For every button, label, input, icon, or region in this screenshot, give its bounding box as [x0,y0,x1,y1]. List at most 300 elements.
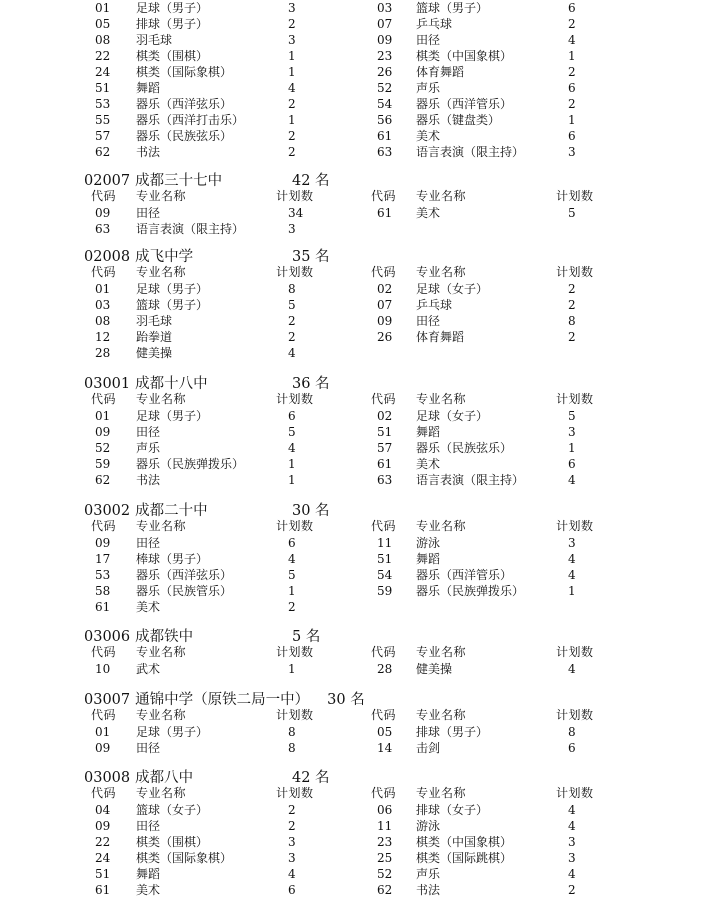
table-row [0,834,719,850]
plan-count: 3 [288,222,296,236]
school-plan-total: 5 名 [292,629,321,645]
major-name: 棋类（中国象棋） [416,835,513,849]
plan-count: 3 [568,536,576,550]
major-name: 击剑 [416,741,441,755]
major-name: 足球（男子） [136,282,209,296]
plan-count: 2 [568,17,576,31]
column-header-name: 专业名称 [416,265,467,279]
plan-count: 8 [288,282,296,296]
major-name: 器乐（西洋弦乐） [136,568,233,582]
plan-count: 2 [288,803,296,817]
school-plan-total: 30 名 [292,503,330,519]
major-code: 52 [377,81,393,95]
major-code: 08 [95,314,111,328]
major-code: 63 [95,222,111,236]
major-name: 足球（男子） [136,725,209,739]
major-name: 语言表演（限主持） [136,222,245,236]
plan-count: 3 [568,851,576,865]
major-code: 17 [95,552,111,566]
column-header-name: 专业名称 [416,392,467,406]
table-row [0,205,719,221]
major-name: 棋类（围棋） [136,835,209,849]
major-code: 09 [95,741,111,755]
table-row [0,599,719,615]
school-code: 02007 [84,173,131,189]
column-header-row [0,707,719,723]
major-code: 22 [95,49,111,63]
plan-count: 4 [288,81,296,95]
major-name: 羽毛球 [136,33,173,47]
column-header-row [0,264,719,280]
table-row [0,740,719,756]
major-name: 足球（男子） [136,1,209,15]
plan-count: 2 [288,314,296,328]
plan-count: 2 [568,330,576,344]
plan-count: 2 [568,97,576,111]
school-plan-total: 42 名 [292,173,330,189]
school-name: 成都十八中 [135,376,208,392]
plan-count: 4 [568,803,576,817]
major-name: 书法 [136,145,161,159]
major-name: 足球（男子） [136,409,209,423]
column-header-code: 代码 [371,392,397,406]
plan-count: 4 [568,568,576,582]
table-row [0,221,719,237]
major-name: 田径 [136,819,161,833]
table-row [0,48,719,64]
major-name: 器乐（西洋管乐） [416,97,513,111]
plan-count: 5 [568,409,576,423]
major-name: 篮球（男子） [416,1,489,15]
column-header-name: 专业名称 [136,265,187,279]
plan-count: 2 [288,17,296,31]
school-code: 03001 [84,376,131,392]
column-header-plan: 计划数 [556,786,594,800]
major-name: 美术 [416,206,441,220]
column-header-plan: 计划数 [556,708,594,722]
major-name: 棋类（围棋） [136,49,209,63]
major-code: 05 [377,725,393,739]
major-name: 器乐（民族弹拨乐） [136,457,245,471]
column-header-plan: 计划数 [556,392,594,406]
plan-count: 2 [568,282,576,296]
school-plan-total: 35 名 [292,249,330,265]
major-code: 01 [95,725,111,739]
plan-count: 2 [568,65,576,79]
major-code: 61 [95,883,111,897]
plan-count: 3 [288,835,296,849]
plan-count: 6 [568,457,576,471]
column-header-plan: 计划数 [556,519,594,533]
plan-count: 1 [288,65,296,79]
major-name: 舞蹈 [136,867,161,881]
plan-count: 1 [288,457,296,471]
column-header-code: 代码 [91,392,117,406]
column-header-plan: 计划数 [556,265,594,279]
plan-count: 1 [568,113,576,127]
major-code: 62 [377,883,393,897]
plan-count: 4 [568,819,576,833]
column-header-code: 代码 [371,265,397,279]
school-plan-total: 30 名 [327,692,365,708]
table-row [0,567,719,583]
major-code: 09 [377,33,393,47]
school-name: 成都三十七中 [135,173,223,189]
plan-count: 6 [568,741,576,755]
column-header-row [0,785,719,801]
major-name: 声乐 [416,81,441,95]
major-code: 02 [377,282,393,296]
major-code: 01 [95,282,111,296]
major-name: 语言表演（限主持） [416,145,525,159]
major-code: 62 [95,145,111,159]
school-code: 02008 [84,249,131,265]
plan-count: 4 [288,552,296,566]
column-header-name: 专业名称 [416,519,467,533]
major-name: 田径 [416,314,441,328]
plan-count: 34 [288,206,304,220]
table-row [0,408,719,424]
column-header-code: 代码 [371,519,397,533]
major-code: 22 [95,835,111,849]
major-code: 06 [377,803,393,817]
column-header-name: 专业名称 [416,189,467,203]
column-header-name: 专业名称 [416,708,467,722]
plan-count: 1 [288,584,296,598]
major-code: 63 [377,473,393,487]
major-code: 01 [95,1,111,15]
major-name: 健美操 [136,346,173,360]
major-code: 51 [377,425,393,439]
major-name: 足球（女子） [416,409,489,423]
major-code: 14 [377,741,393,755]
column-header-plan: 计划数 [276,265,314,279]
plan-count: 2 [288,819,296,833]
major-name: 器乐（西洋管乐） [416,568,513,582]
plan-count: 5 [288,568,296,582]
major-name: 跆拳道 [136,330,173,344]
table-row [0,802,719,818]
major-code: 09 [95,206,111,220]
major-code: 26 [377,330,393,344]
major-code: 51 [95,81,111,95]
major-name: 足球（女子） [416,282,489,296]
major-code: 54 [377,568,393,582]
plan-count: 1 [288,113,296,127]
plan-count: 3 [288,851,296,865]
major-code: 05 [95,17,111,31]
table-row [0,0,719,16]
major-name: 棋类（国际象棋） [136,851,233,865]
column-header-plan: 计划数 [556,645,594,659]
major-name: 游泳 [416,536,441,550]
table-row [0,96,719,112]
major-name: 游泳 [416,819,441,833]
major-name: 羽毛球 [136,314,173,328]
plan-count: 8 [568,314,576,328]
plan-count: 3 [288,1,296,15]
table-row [0,440,719,456]
column-header-code: 代码 [371,786,397,800]
major-code: 51 [95,867,111,881]
major-name: 棋类（中国象棋） [416,49,513,63]
table-row [0,297,719,313]
major-code: 01 [95,409,111,423]
school-name: 成都铁中 [135,629,194,645]
major-name: 排球（男子） [416,725,489,739]
major-code: 11 [377,819,393,833]
column-header-name: 专业名称 [136,645,187,659]
plan-count: 8 [568,725,576,739]
major-name: 田径 [136,741,161,755]
major-code: 24 [95,851,111,865]
plan-count: 8 [288,725,296,739]
major-name: 田径 [136,536,161,550]
major-code: 54 [377,97,393,111]
major-name: 书法 [416,883,441,897]
major-code: 08 [95,33,111,47]
school-name: 通锦中学（原铁二局一中） [135,692,310,708]
plan-count: 6 [568,81,576,95]
major-name: 体育舞蹈 [416,330,465,344]
major-code: 28 [377,662,393,676]
column-header-code: 代码 [91,708,117,722]
school-plan-total: 42 名 [292,770,330,786]
school-plan-total: 36 名 [292,376,330,392]
column-header-plan: 计划数 [556,189,594,203]
table-row [0,32,719,48]
table-row [0,16,719,32]
major-name: 体育舞蹈 [416,65,465,79]
major-code: 09 [95,425,111,439]
major-name: 器乐（西洋弦乐） [136,97,233,111]
column-header-code: 代码 [91,265,117,279]
plan-count: 2 [568,883,576,897]
plan-count: 1 [568,49,576,63]
major-code: 23 [377,835,393,849]
plan-count: 4 [568,552,576,566]
school-name: 成都二十中 [135,503,208,519]
major-name: 声乐 [136,441,161,455]
table-row [0,472,719,488]
major-name: 器乐（民族弹拨乐） [416,584,525,598]
major-code: 59 [95,457,111,471]
major-name: 舞蹈 [416,425,441,439]
column-header-plan: 计划数 [276,189,314,203]
major-code: 61 [377,457,393,471]
plan-count: 5 [568,206,576,220]
column-header-row [0,188,719,204]
major-code: 52 [95,441,111,455]
plan-count: 1 [568,441,576,455]
plan-count: 3 [568,835,576,849]
column-header-row [0,391,719,407]
major-name: 田径 [416,33,441,47]
school-name: 成飞中学 [135,249,194,265]
major-code: 11 [377,536,393,550]
major-code: 55 [95,113,111,127]
column-header-plan: 计划数 [276,519,314,533]
major-name: 美术 [416,457,441,471]
table-row [0,424,719,440]
major-name: 舞蹈 [136,81,161,95]
major-name: 田径 [136,206,161,220]
major-code: 07 [377,17,393,31]
major-code: 53 [95,97,111,111]
major-name: 健美操 [416,662,453,676]
major-code: 62 [95,473,111,487]
table-row [0,456,719,472]
table-row [0,583,719,599]
column-header-code: 代码 [371,708,397,722]
table-row [0,128,719,144]
plan-count: 1 [288,662,296,676]
column-header-code: 代码 [91,645,117,659]
table-row [0,661,719,677]
plan-count: 2 [288,600,296,614]
plan-count: 1 [288,49,296,63]
school-code: 03002 [84,503,131,519]
major-code: 28 [95,346,111,360]
major-code: 61 [377,129,393,143]
plan-count: 6 [288,883,296,897]
plan-count: 5 [288,298,296,312]
major-name: 排球（女子） [416,803,489,817]
plan-count: 4 [568,473,576,487]
major-name: 棒球（男子） [136,552,209,566]
major-code: 12 [95,330,111,344]
major-code: 24 [95,65,111,79]
major-code: 09 [95,819,111,833]
column-header-code: 代码 [371,645,397,659]
plan-count: 2 [288,129,296,143]
major-name: 书法 [136,473,161,487]
plan-count: 4 [568,867,576,881]
table-row [0,80,719,96]
table-row [0,850,719,866]
plan-count: 2 [288,97,296,111]
major-code: 53 [95,568,111,582]
major-name: 美术 [416,129,441,143]
plan-count: 8 [288,741,296,755]
major-name: 声乐 [416,867,441,881]
plan-count: 4 [568,662,576,676]
major-name: 排球（男子） [136,17,209,31]
school-name: 成都八中 [135,770,194,786]
major-code: 59 [377,584,393,598]
column-header-name: 专业名称 [416,786,467,800]
plan-count: 3 [568,425,576,439]
major-code: 09 [95,536,111,550]
major-code: 61 [377,206,393,220]
plan-count: 2 [568,298,576,312]
column-header-name: 专业名称 [136,189,187,203]
plan-count: 4 [288,867,296,881]
plan-count: 1 [568,584,576,598]
major-name: 美术 [136,600,161,614]
column-header-code: 代码 [91,786,117,800]
table-row [0,818,719,834]
table-row [0,281,719,297]
major-name: 棋类（国际象棋） [136,65,233,79]
major-name: 器乐（民族管乐） [136,584,233,598]
major-code: 02 [377,409,393,423]
table-row [0,64,719,80]
column-header-plan: 计划数 [276,786,314,800]
major-name: 美术 [136,883,161,897]
major-name: 乒乓球 [416,298,453,312]
major-code: 58 [95,584,111,598]
major-code: 57 [95,129,111,143]
table-row [0,882,719,898]
major-name: 舞蹈 [416,552,441,566]
table-row [0,535,719,551]
major-code: 52 [377,867,393,881]
column-header-name: 专业名称 [416,645,467,659]
plan-count: 4 [568,33,576,47]
table-row [0,329,719,345]
column-header-name: 专业名称 [136,786,187,800]
major-code: 57 [377,441,393,455]
major-name: 武术 [136,662,161,676]
major-name: 器乐（键盘类） [416,113,501,127]
major-name: 田径 [136,425,161,439]
major-name: 篮球（女子） [136,803,209,817]
plan-count: 4 [288,346,296,360]
major-code: 51 [377,552,393,566]
plan-count: 6 [288,409,296,423]
school-code: 03008 [84,770,131,786]
plan-count: 5 [288,425,296,439]
major-code: 09 [377,314,393,328]
table-row [0,866,719,882]
major-name: 器乐（西洋打击乐） [136,113,245,127]
column-header-name: 专业名称 [136,708,187,722]
plan-count: 3 [568,145,576,159]
major-code: 03 [377,1,393,15]
column-header-code: 代码 [91,519,117,533]
column-header-plan: 计划数 [276,645,314,659]
plan-count: 4 [288,441,296,455]
table-row [0,313,719,329]
table-row [0,724,719,740]
table-row [0,345,719,361]
column-header-row [0,644,719,660]
major-code: 03 [95,298,111,312]
plan-count: 2 [288,145,296,159]
plan-count: 1 [288,473,296,487]
major-name: 语言表演（限主持） [416,473,525,487]
major-code: 25 [377,851,393,865]
plan-count: 6 [288,536,296,550]
major-code: 04 [95,803,111,817]
major-code: 56 [377,113,393,127]
plan-count: 2 [288,330,296,344]
plan-count: 6 [568,1,576,15]
major-name: 器乐（民族弦乐） [136,129,233,143]
column-header-code: 代码 [371,189,397,203]
major-name: 篮球（男子） [136,298,209,312]
table-row [0,144,719,160]
major-name: 器乐（民族弦乐） [416,441,513,455]
major-code: 07 [377,298,393,312]
plan-count: 6 [568,129,576,143]
column-header-plan: 计划数 [276,392,314,406]
major-code: 26 [377,65,393,79]
table-row [0,551,719,567]
column-header-name: 专业名称 [136,519,187,533]
major-name: 乒乓球 [416,17,453,31]
